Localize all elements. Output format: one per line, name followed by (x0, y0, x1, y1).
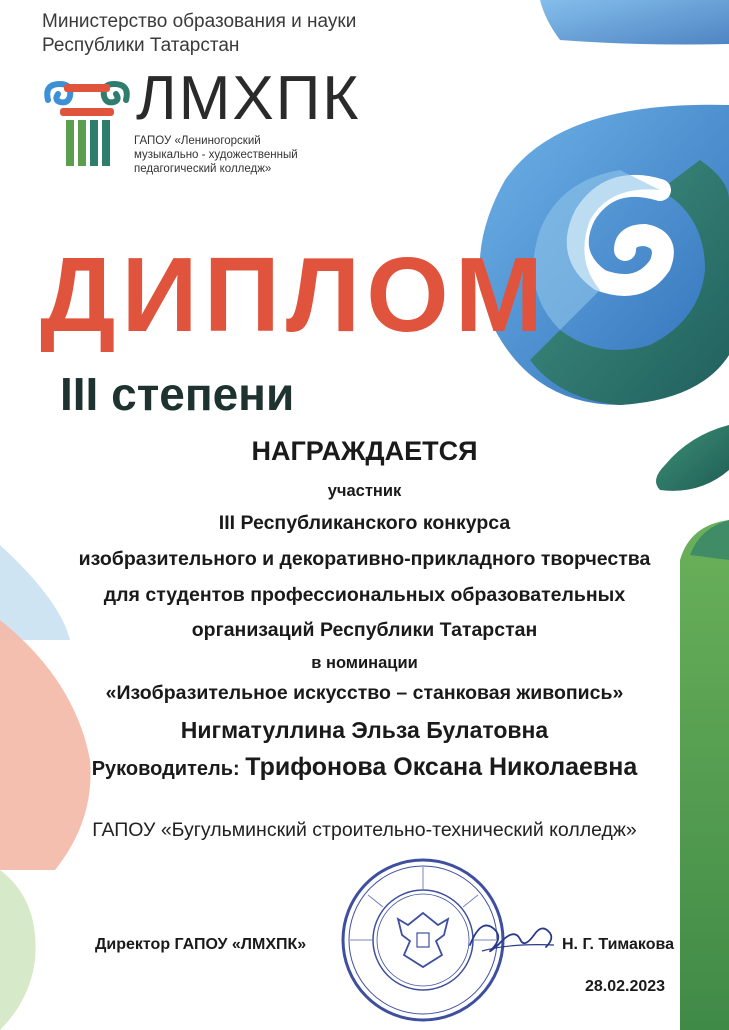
logo-abbreviation: ЛМХПК (136, 64, 361, 133)
leader-label: Руководитель: (91, 758, 240, 780)
director-label: Директор ГАПОУ «ЛМХПК» (95, 936, 307, 953)
handwritten-signature (462, 905, 562, 965)
contest-line-1: III Республиканского конкурса (218, 512, 511, 534)
logo-subtitle-line-3: педагогический колледж» (134, 163, 272, 175)
leader-line (0, 752, 729, 784)
participant-label: участник (327, 482, 402, 500)
diploma-degree: III степени (60, 368, 295, 420)
logo-subtitle-line-2: музыкально - художественный (134, 149, 298, 161)
awarded-heading: НАГРАЖДАЕТСЯ (251, 436, 478, 466)
nomination-intro: в номинации (311, 654, 418, 672)
issue-date: 28.02.2023 (585, 978, 666, 995)
ministry-header (42, 10, 356, 58)
left-pastel-green (0, 870, 36, 1030)
contest-line-3: для студентов профессиональных образовательных (103, 584, 626, 606)
ministry-line-2: Республики Татарстан (42, 35, 240, 56)
logo-subtitle-line-1: ГАПОУ «Лениногорский (134, 135, 261, 147)
ministry-line-1: Министерство образования и науки (42, 11, 357, 32)
leader-name: Трифонова Оксана Николаевна (245, 753, 638, 781)
winner-name: Нигматуллина Эльза Булатовна (180, 717, 549, 743)
diploma-title: ДИПЛОМ (40, 236, 550, 354)
contest-line-4: организаций Республики Татарстан (191, 619, 538, 641)
director-name: Н. Г. Тимакова (562, 936, 675, 953)
logo-subtitle (134, 134, 298, 176)
college-name: ГАПОУ «Бугульминский строительно-технический колледж» (92, 819, 637, 841)
column-capital-icon (44, 80, 130, 170)
nomination-name: «Изобразительное искусство – станковая живопись» (105, 682, 624, 704)
contest-line-2: изобразительного и декоративно-прикладного творчества (78, 548, 651, 570)
top-blue-band (540, 0, 729, 45)
